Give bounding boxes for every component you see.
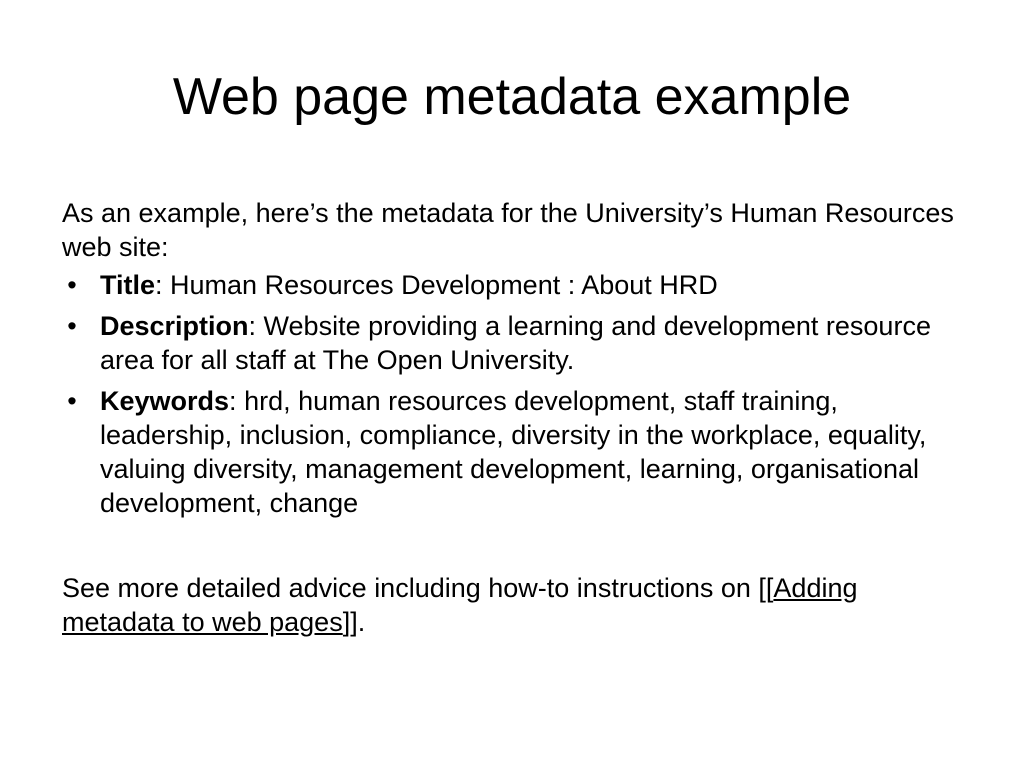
keywords-label: Keywords [100, 386, 230, 416]
description-separator: : [248, 311, 257, 341]
title-separator: : [155, 270, 163, 300]
list-item-description [62, 309, 972, 377]
title-label: Title [100, 270, 156, 300]
footer-open-brackets: [[ [758, 573, 774, 603]
list-item-keywords [62, 384, 972, 520]
bullet-icon: • [67, 270, 77, 300]
slide-title: Web page metadata example [172, 68, 852, 126]
keywords-separator: : [229, 386, 237, 416]
slide-body [62, 196, 972, 639]
spacer [62, 527, 972, 571]
intro-paragraph: As an example, here’s the metadata for the University’s Human Resources web site: [62, 198, 954, 262]
bullet-icon: • [67, 311, 77, 341]
footer-text: See more detailed advice including how-to instructions on [62, 573, 759, 603]
metadata-list [62, 268, 972, 520]
description-value: Website providing a learning and development resource area for all staff at The Open University. [100, 311, 931, 375]
keywords-value: hrd, human resources development, staff training, leadership, inclusion, compliance, diversity in the workplace, equality, valuing diversity, management development, learning, organisational development, change [100, 386, 927, 518]
title-value: Human Resources Development : About HRD [162, 270, 718, 300]
bullet-icon: • [67, 386, 77, 416]
list-item-title [62, 268, 972, 302]
adding-metadata-link[interactable]: Adding metadata to web pages [62, 573, 858, 637]
footer-paragraph [62, 571, 972, 639]
footer-close-brackets: ]]. [342, 607, 366, 637]
description-label: Description [100, 311, 249, 341]
